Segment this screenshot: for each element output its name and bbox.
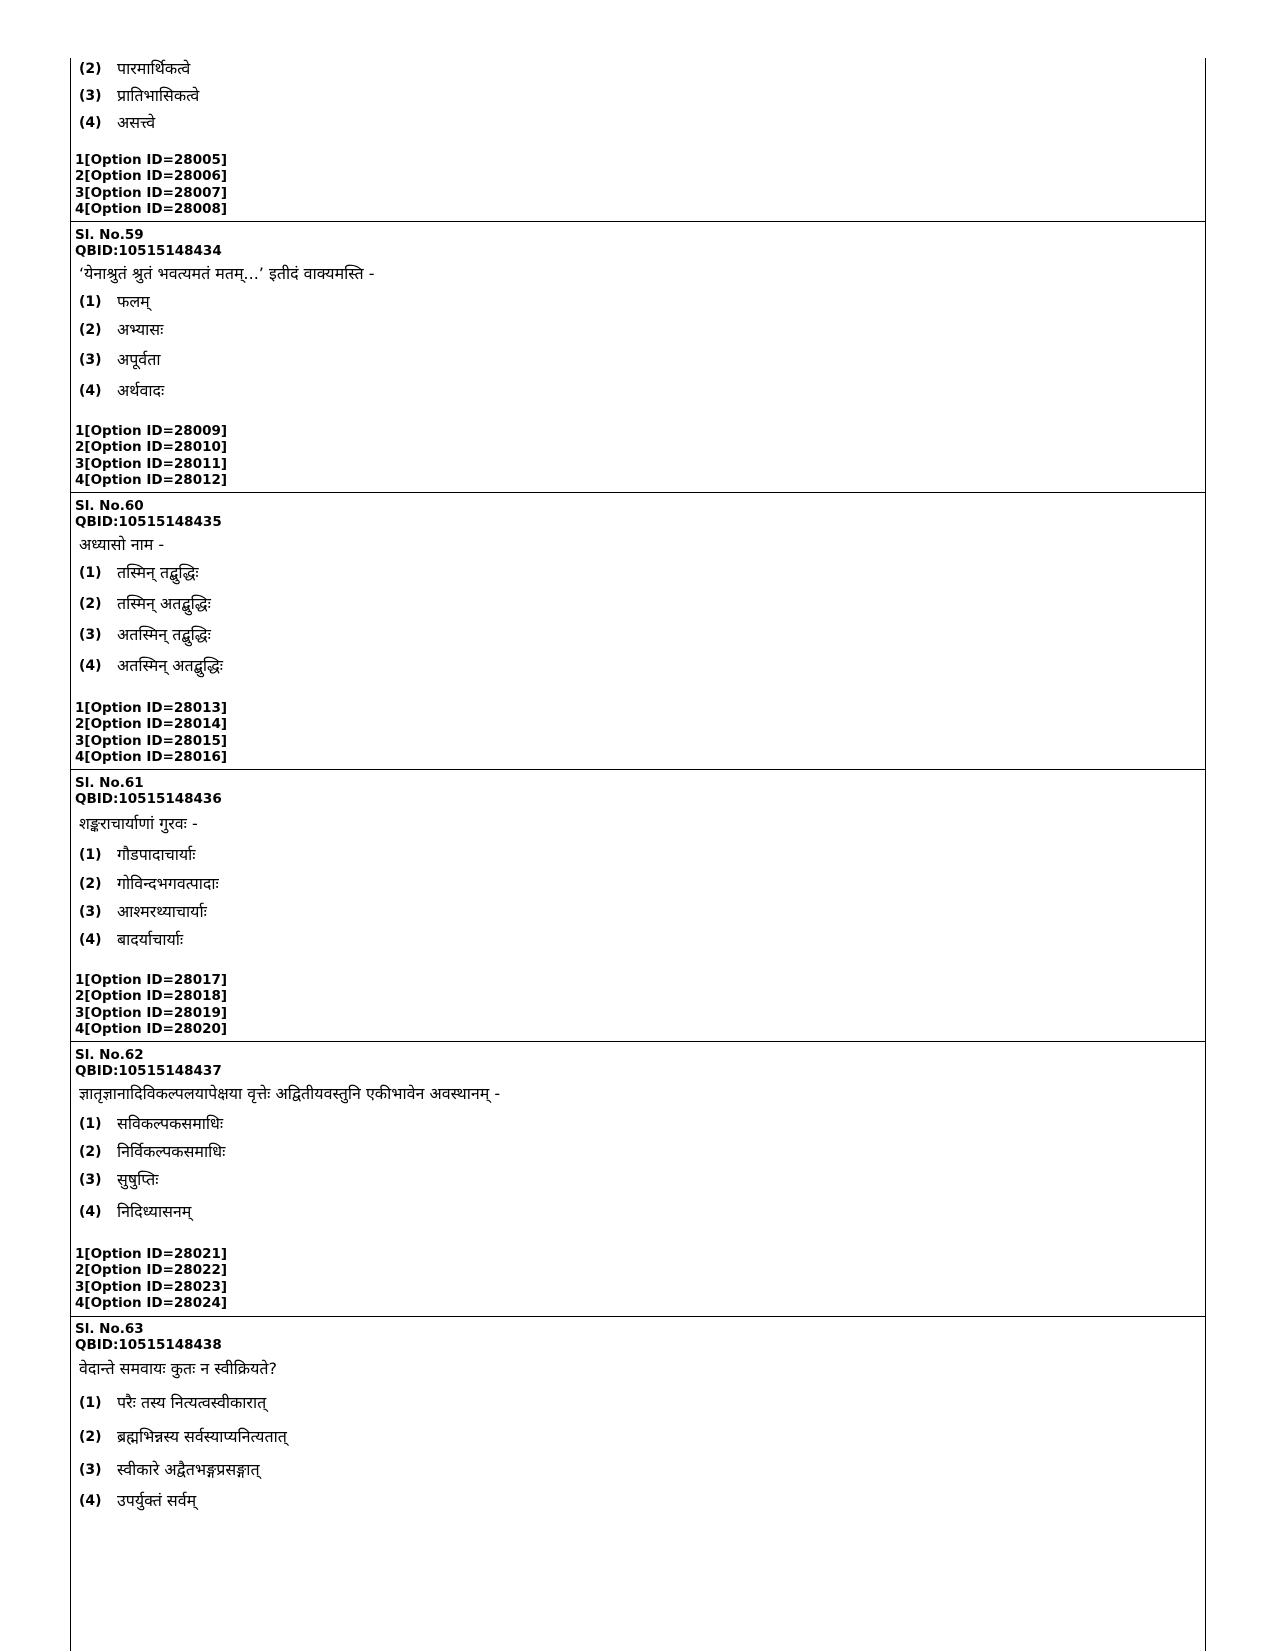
option-number: (1)	[79, 1116, 102, 1132]
option-id: 3[Option ID=28019]	[75, 1004, 228, 1021]
option-number: (2)	[79, 322, 102, 338]
option-text: अभ्यासः	[117, 320, 164, 339]
option-id: 2[Option ID=28022]	[75, 1262, 228, 1279]
qbid: QBID:10515148434	[75, 243, 222, 259]
option-id: 4[Option ID=28012]	[75, 472, 228, 489]
option-number: (4)	[79, 115, 102, 131]
question-text: ज्ञातृज्ञानादिविकल्पलयापेक्षया वृत्तेः अद्वितीयवस्तुनि एकीभावेन अवस्थानम् -	[79, 1084, 501, 1103]
option-number: (3)	[79, 1462, 102, 1478]
question-block-60	[71, 493, 1205, 770]
option-id-list	[75, 152, 227, 218]
option-number: (2)	[79, 596, 102, 612]
option-text: सविकल्पकसमाधिः	[117, 1114, 224, 1133]
option-text: असत्त्वे	[117, 113, 156, 132]
option-id: 4[Option ID=28024]	[75, 1295, 228, 1312]
option-number: (2)	[79, 1144, 102, 1160]
question-block-61	[71, 770, 1205, 1042]
option-id-list	[75, 423, 227, 489]
question-text: अध्यासो नाम -	[79, 535, 165, 554]
option-number: (1)	[79, 847, 102, 863]
option-text: अतस्मिन् अतद्बुद्धिः	[117, 656, 224, 675]
option-id: 3[Option ID=28023]	[75, 1278, 228, 1295]
option-number: (1)	[79, 1395, 102, 1411]
serial-number: Sl. No.59	[75, 227, 144, 243]
question-text: वेदान्ते समवायः कुतः न स्वीक्रियते?	[79, 1359, 277, 1378]
option-id: 1[Option ID=28013]	[75, 700, 228, 716]
option-id: 3[Option ID=28007]	[75, 184, 228, 201]
option-number: (2)	[79, 61, 102, 77]
option-id: 2[Option ID=28006]	[75, 168, 228, 185]
question-block-58-continued	[71, 58, 1205, 222]
option-id: 2[Option ID=28014]	[75, 716, 228, 733]
option-text: अर्थवादः	[117, 381, 165, 400]
serial-number: Sl. No.60	[75, 498, 144, 514]
option-number: (2)	[79, 1429, 102, 1445]
option-number: (3)	[79, 1172, 102, 1188]
option-id-list	[75, 1246, 227, 1312]
option-text: बादर्याचार्याः	[117, 930, 184, 949]
question-block-59	[71, 222, 1205, 493]
serial-number: Sl. No.62	[75, 1047, 144, 1063]
qbid: QBID:10515148437	[75, 1063, 222, 1079]
option-number: (1)	[79, 565, 102, 581]
qbid: QBID:10515148436	[75, 791, 222, 807]
option-text: आश्मरथ्याचार्याः	[117, 902, 207, 921]
option-number: (4)	[79, 932, 102, 948]
option-number: (3)	[79, 904, 102, 920]
option-text: पारमार्थिकत्वे	[117, 59, 191, 78]
option-text: परैः तस्य नित्यत्वस्वीकारात्	[117, 1393, 267, 1412]
option-id: 4[Option ID=28008]	[75, 201, 228, 218]
option-text: तस्मिन् तद्बुद्धिः	[117, 563, 199, 582]
option-text: स्वीकारे अद्वैतभङ्गप्रसङ्गात्	[117, 1460, 260, 1479]
option-number: (2)	[79, 876, 102, 892]
question-text: शङ्कराचार्याणां गुरवः -	[79, 814, 198, 833]
option-id: 1[Option ID=28021]	[75, 1246, 228, 1262]
option-id: 3[Option ID=28011]	[75, 455, 228, 472]
option-text: तस्मिन् अतद्बुद्धिः	[117, 594, 211, 613]
option-id: 4[Option ID=28020]	[75, 1021, 228, 1038]
option-text: अपूर्वता	[117, 350, 161, 369]
option-text: गौडपादाचार्याः	[117, 845, 196, 864]
option-text: सुषुप्तिः	[117, 1170, 159, 1189]
question-block-63	[71, 1317, 1205, 1651]
option-text: निदिध्यासनम्	[117, 1202, 192, 1221]
question-block-62	[71, 1042, 1205, 1317]
option-number: (3)	[79, 88, 102, 104]
option-number: (1)	[79, 294, 102, 310]
option-id: 1[Option ID=28005]	[75, 152, 228, 168]
option-id: 1[Option ID=28017]	[75, 972, 228, 988]
question-paper-sheet	[70, 58, 1206, 1651]
question-text: ‘येनाश्रुतं श्रुतं भवत्यमतं मतम्...’ इतीदं वाक्यमस्ति -	[79, 264, 375, 283]
option-id-list	[75, 972, 227, 1038]
serial-number: Sl. No.63	[75, 1321, 144, 1337]
qbid: QBID:10515148435	[75, 514, 222, 530]
option-id: 4[Option ID=28016]	[75, 749, 228, 766]
option-number: (4)	[79, 1493, 102, 1509]
qbid: QBID:10515148438	[75, 1337, 222, 1353]
option-text: उपर्युक्तं सर्वम्	[117, 1491, 197, 1510]
option-number: (3)	[79, 627, 102, 643]
option-number: (4)	[79, 1204, 102, 1220]
option-number: (4)	[79, 383, 102, 399]
serial-number: Sl. No.61	[75, 775, 144, 791]
option-text: प्रातिभासिकत्वे	[117, 86, 200, 105]
option-number: (4)	[79, 658, 102, 674]
option-text: गोविन्दभगवत्पादाः	[117, 874, 219, 893]
option-id: 1[Option ID=28009]	[75, 423, 228, 439]
option-id: 2[Option ID=28018]	[75, 988, 228, 1005]
option-id: 2[Option ID=28010]	[75, 439, 228, 456]
option-text: निर्विकल्पकसमाधिः	[117, 1142, 226, 1161]
option-id: 3[Option ID=28015]	[75, 732, 228, 749]
option-text: अतस्मिन् तद्बुद्धिः	[117, 625, 211, 644]
option-id-list	[75, 700, 227, 766]
option-text: ब्रह्मभिन्नस्य सर्वस्याप्यनित्यतात्	[117, 1427, 287, 1446]
option-number: (3)	[79, 352, 102, 368]
option-text: फलम्	[117, 292, 150, 311]
